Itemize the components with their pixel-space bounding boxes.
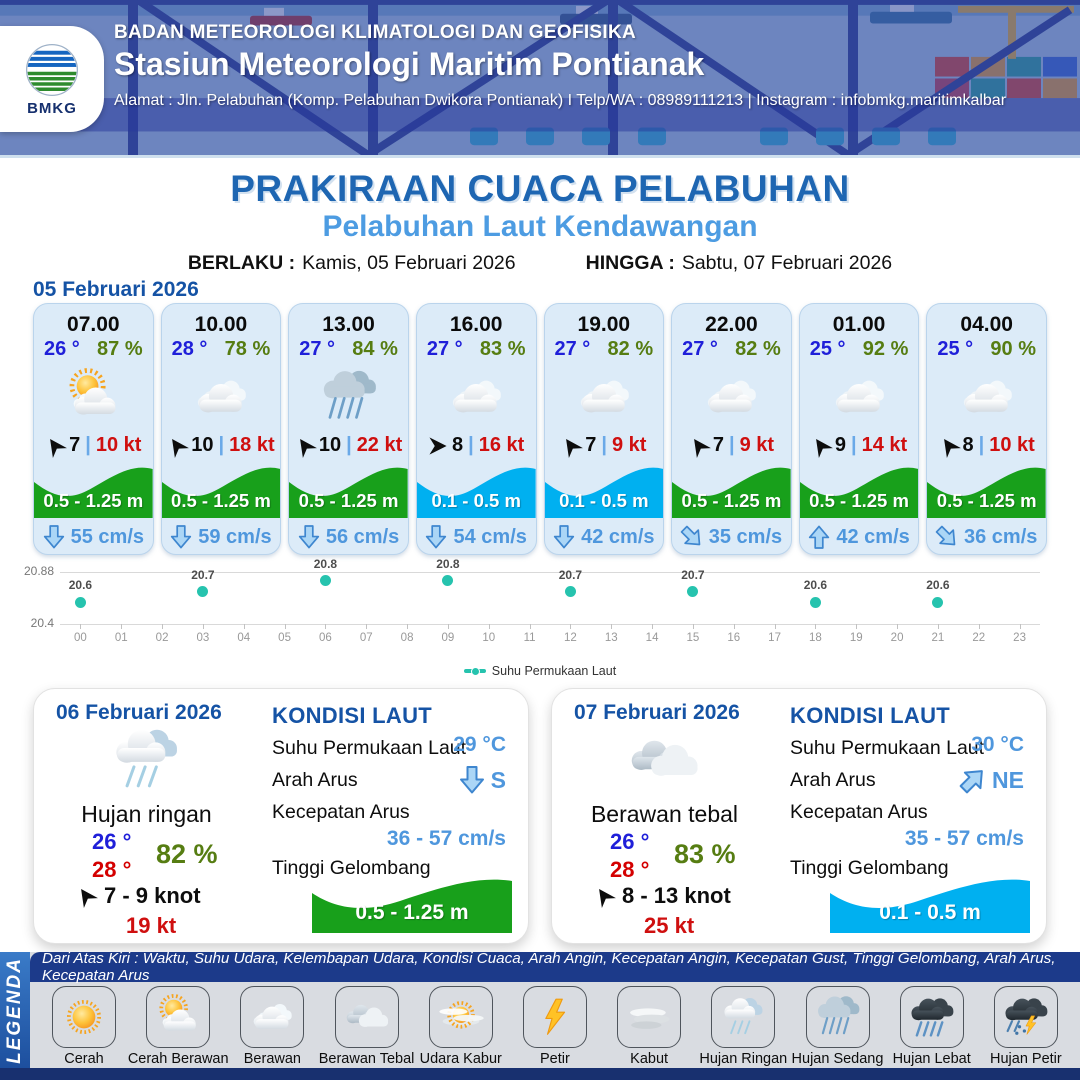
- valid-to-date: Sabtu, 07 Februari 2026: [681, 252, 893, 274]
- legend-item: [318, 986, 415, 1067]
- wind-range: 7 - 9 knot: [104, 883, 201, 908]
- panel-date: 07 Februari 2026: [574, 701, 740, 724]
- chart-point: [932, 597, 943, 608]
- wind-speed: 7: [585, 434, 597, 456]
- temp-humidity-row: [417, 337, 536, 361]
- forecast-card: [288, 303, 409, 555]
- x-axis-line: [60, 624, 1040, 625]
- legend-item: [509, 986, 601, 1067]
- weather-condition: Hujan ringan: [81, 801, 212, 827]
- wave-height: 0.5 - 1.25 m: [355, 901, 469, 924]
- gust-speed: 10 kt: [95, 434, 142, 456]
- forecast-card: [926, 303, 1047, 555]
- current-direction-text: NE: [992, 766, 1024, 793]
- chart-legend-label: Suhu Permukaan Laut: [491, 664, 617, 678]
- current-direction-arrow: [930, 520, 964, 554]
- x-axis-tick: [325, 624, 326, 629]
- legend-note: Dari Atas Kiri : Waktu, Suhu Udara, Kelembapan Udara, Kondisi Cuaca, Arah Angin, Kecepatan Angin, Kecepatan Gust, Tinggi Gelombang, Arah Arus, Kecepatan Arus: [30, 952, 1080, 982]
- wind-row: [289, 434, 408, 457]
- weather-icon: [994, 986, 1058, 1048]
- station-name: Stasiun Meteorologi Maritim Pontianak: [114, 46, 705, 82]
- chart-legend-item[interactable]: [0, 664, 1080, 678]
- valid-from-label: BERLAKU :: [187, 252, 296, 274]
- chart-point-label: 20.6: [68, 578, 93, 593]
- gust-speed: 9 kt: [611, 434, 647, 456]
- temp-humidity-row: [927, 337, 1046, 361]
- x-axis-tick: [530, 624, 531, 629]
- x-axis-label: 06: [319, 632, 332, 644]
- wave-height-band: [417, 456, 536, 518]
- agency-name: BADAN METEOROLOGI KLIMATOLOGI DAN GEOFISIKA: [114, 22, 637, 43]
- x-axis-label: 07: [359, 632, 373, 644]
- current-direction-value: [960, 765, 1024, 795]
- wind-speed: 10: [318, 434, 342, 456]
- valid-to-label: HINGGA :: [585, 252, 675, 274]
- x-axis-label: 11: [523, 632, 536, 644]
- x-axis-tick: [652, 624, 653, 629]
- weather-icon: [806, 986, 870, 1048]
- wind-row: [800, 434, 919, 457]
- temp-humidity-row: [800, 337, 919, 361]
- weather-icon: [617, 986, 681, 1048]
- current-speed: 35 - 57 cm/s: [904, 827, 1024, 850]
- humidity: 82 %: [735, 338, 781, 360]
- x-axis-label: 17: [768, 632, 781, 644]
- wave-height: 0.5 - 1.25 m: [43, 490, 144, 511]
- current-speed-label: Kecepatan Arus: [272, 801, 410, 823]
- legend-marker-dot: [471, 667, 480, 676]
- port-name: Pelabuhan Laut Kendawangan: [322, 210, 758, 243]
- current-direction-arrow: [298, 524, 320, 550]
- forecast-card: [671, 303, 792, 555]
- humidity: 90 %: [990, 338, 1036, 360]
- current-direction-label: Arah Arus: [272, 769, 358, 791]
- legend-label: Berawan: [243, 1051, 301, 1067]
- legend-label: Berawan Tebal: [318, 1051, 415, 1067]
- weather-icon: [240, 986, 304, 1048]
- temp-humidity-row: [34, 337, 153, 361]
- air-temperature: 27 °: [299, 338, 336, 360]
- x-axis-tick: [203, 624, 204, 629]
- legend-item: [127, 986, 229, 1067]
- legend-item: [415, 986, 507, 1067]
- temp-min: 26 °: [610, 829, 650, 854]
- gust-speed: 16 kt: [478, 434, 525, 456]
- wind-speed: 10: [191, 434, 214, 456]
- weather-icon: [523, 986, 587, 1048]
- page-title: PRAKIRAAN CUACA PELABUHAN: [230, 168, 850, 209]
- x-axis-label: 22: [972, 632, 986, 644]
- x-axis-tick: [162, 624, 163, 629]
- forecast-card: [416, 303, 537, 555]
- legend-label: Cerah: [64, 1051, 104, 1067]
- wave-height: 0.5 - 1.25 m: [298, 490, 399, 511]
- x-axis-tick: [407, 624, 408, 629]
- temp-humidity-row: [672, 337, 791, 361]
- bmkg-logo-mark: [24, 42, 80, 98]
- gust-speed: 10 kt: [989, 434, 1035, 456]
- current-direction-arrow: [553, 524, 575, 550]
- forecast-time: 01.00: [832, 313, 886, 336]
- x-axis-label: 02: [155, 632, 169, 644]
- x-axis-label: 13: [604, 632, 618, 644]
- x-axis-label: 18: [809, 632, 822, 644]
- air-temperature: 25 °: [809, 338, 846, 360]
- air-temperature: 27 °: [426, 338, 463, 360]
- separator: |: [728, 434, 735, 456]
- air-temperature: 27 °: [682, 338, 718, 360]
- current-speed: 59 cm/s: [198, 525, 272, 548]
- humidity: 87 %: [97, 338, 143, 360]
- station-address: Alamat : Jln. Pelabuhan (Komp. Pelabuhan Dwikora Pontianak) I Telp/WA : 08989111213 | Instagram : infobmkg.maritimkalbar: [114, 92, 1007, 109]
- current-row: [34, 524, 153, 550]
- chart-point: [197, 586, 208, 597]
- wind-speed: 7: [712, 434, 724, 456]
- legend-label: Udara Kabur: [419, 1051, 502, 1067]
- wind-row: [545, 434, 664, 457]
- current-speed: 42 cm/s: [581, 525, 655, 548]
- forecast-time: 07.00: [67, 313, 120, 336]
- weather-icon: [179, 363, 263, 431]
- current-direction-arrow: [675, 520, 709, 554]
- legend-vertical-label: LEGENDA: [4, 956, 25, 1064]
- forecast-card: [161, 303, 282, 555]
- current-direction-value: [459, 765, 506, 795]
- x-axis-label: 09: [441, 632, 455, 644]
- x-axis-label: 20: [890, 632, 904, 644]
- x-axis-label: 23: [1013, 632, 1026, 644]
- gust-speed: 25 kt: [644, 913, 695, 938]
- air-temperature: 27 °: [554, 338, 591, 360]
- weather-icon: [307, 363, 391, 431]
- x-axis-tick: [734, 624, 735, 629]
- legend-label: Hujan Petir: [990, 1051, 1062, 1067]
- legend-marker: [464, 669, 486, 673]
- legend-section: [0, 952, 1080, 1068]
- weather-icon: [711, 986, 775, 1048]
- gust-speed: 22 kt: [356, 434, 403, 456]
- legend-label: Cerah Berawan: [127, 1051, 229, 1067]
- legend-item: [603, 986, 695, 1067]
- legend-item: [697, 986, 789, 1067]
- x-axis-tick: [285, 624, 286, 629]
- weather-icon: [52, 986, 116, 1048]
- air-temperature: 26 °: [44, 338, 80, 360]
- humidity: 92 %: [862, 338, 909, 360]
- chart-point: [687, 586, 698, 597]
- air-temperature: 25 °: [937, 338, 974, 360]
- weather-icon: [610, 717, 718, 803]
- forecast-time: 13.00: [322, 313, 375, 336]
- separator: |: [601, 434, 607, 456]
- wind-direction-arrow: [590, 882, 618, 910]
- legend-items-row: [38, 986, 1072, 1067]
- air-temperature: 28 °: [171, 338, 208, 360]
- chart-point-label: 20.7: [191, 567, 215, 582]
- x-axis-label: 00: [74, 632, 87, 644]
- x-axis-tick: [611, 624, 612, 629]
- humidity: 82 %: [607, 338, 654, 360]
- gust-speed: 9 kt: [739, 434, 775, 456]
- x-axis-tick: [979, 624, 980, 629]
- x-axis-tick: [1020, 624, 1021, 629]
- wave-height: 0.5 - 1.25 m: [681, 490, 782, 511]
- sst-label: Suhu Permukaan Laut: [272, 737, 467, 759]
- weather-icon: [562, 363, 646, 431]
- forecast-time: 10.00: [194, 313, 248, 336]
- weather-icon: [689, 363, 773, 431]
- sea-surface-temp: 30 °C: [971, 733, 1024, 756]
- current-direction-text: S: [490, 766, 506, 793]
- wave-height-band: [312, 869, 512, 933]
- current-speed: 56 cm/s: [325, 525, 400, 548]
- wind-row: [162, 434, 281, 457]
- separator: |: [85, 434, 91, 456]
- separator: |: [978, 434, 985, 456]
- x-axis-label: 10: [482, 632, 496, 644]
- current-row: [417, 524, 536, 550]
- x-axis-label: 12: [564, 632, 577, 644]
- sea-surface-temp: 29 °C: [453, 733, 506, 756]
- separator: |: [851, 434, 857, 456]
- forecast-card: [33, 303, 154, 555]
- current-speed: 36 - 57 cm/s: [386, 827, 506, 850]
- gust-speed: 14 kt: [861, 434, 908, 456]
- x-axis-label: 05: [278, 632, 291, 644]
- chart-point: [810, 597, 821, 608]
- wave-height: 0.5 - 1.25 m: [171, 490, 271, 511]
- legend-item: [980, 986, 1072, 1067]
- bmkg-logo: [0, 26, 104, 132]
- wind-speed: 8: [452, 434, 464, 456]
- daily-panels-row: [33, 688, 1047, 944]
- wind-row: [594, 883, 731, 909]
- temp-min: 26 °: [92, 829, 132, 854]
- gust-speed: 19 kt: [126, 913, 177, 938]
- separator: |: [346, 434, 352, 456]
- weather-icon: [945, 363, 1029, 431]
- current-direction-arrow: [170, 524, 192, 550]
- current-speed: 55 cm/s: [70, 525, 144, 548]
- chart-point: [75, 597, 86, 608]
- legend-item: [38, 986, 130, 1067]
- chart-point-label: 20.6: [926, 578, 950, 593]
- temp-humidity-row: [289, 337, 408, 361]
- wave-height-label: Tinggi Gelombang: [790, 857, 949, 879]
- x-axis-tick: [938, 624, 939, 629]
- wave-height: 0.5 - 1.25 m: [809, 490, 909, 511]
- current-row: [800, 524, 919, 550]
- current-direction-arrow: [808, 524, 830, 550]
- x-axis-label: 03: [196, 632, 210, 644]
- wave-height-band: [289, 456, 408, 518]
- wave-height-band: [927, 456, 1046, 518]
- temp-humidity-row: [162, 337, 281, 361]
- wave-height-band: [545, 456, 664, 518]
- current-row: [162, 524, 281, 550]
- legend-label: Kabut: [630, 1051, 669, 1067]
- sst-chart: [0, 558, 1080, 658]
- separator: |: [468, 434, 474, 456]
- temp-max: 28 °: [92, 857, 132, 882]
- wind-direction-arrow: [428, 436, 448, 456]
- weather-icon: [434, 363, 518, 431]
- legend-item: [792, 986, 884, 1067]
- weather-icon: [900, 986, 964, 1048]
- wind-direction-arrow: [72, 882, 100, 910]
- humidity: 84 %: [352, 338, 398, 360]
- separator: |: [218, 434, 225, 456]
- humidity: 83 %: [479, 338, 526, 360]
- bmkg-logo-text: BMKG: [27, 99, 77, 117]
- wave-height-band: [830, 869, 1030, 933]
- current-direction-arrow: [425, 524, 447, 550]
- current-speed-label: Kecepatan Arus: [790, 801, 928, 823]
- wind-row: [417, 434, 536, 457]
- x-axis-tick: [448, 624, 449, 629]
- wind-row: [927, 434, 1046, 457]
- x-axis-tick: [570, 624, 571, 629]
- chart-point: [442, 575, 453, 586]
- wind-row: [34, 434, 153, 457]
- forecast-time: 04.00: [960, 313, 1013, 336]
- x-axis-tick: [80, 624, 81, 629]
- chart-point: [320, 575, 331, 586]
- day1-date: 05 Februari 2026: [33, 278, 199, 301]
- x-axis-tick: [489, 624, 490, 629]
- wave-height: 0.1 - 0.5 m: [879, 901, 981, 924]
- temp-max: 28 °: [610, 857, 650, 882]
- current-row: [927, 524, 1046, 550]
- forecast-time: 19.00: [577, 313, 631, 336]
- x-axis-tick: [815, 624, 816, 629]
- legend-label: Hujan Lebat: [892, 1051, 971, 1067]
- legend-label: Hujan Sedang: [791, 1051, 884, 1067]
- wave-height-band: [800, 456, 919, 518]
- current-direction-arrow: [459, 765, 485, 795]
- forecast-card: [799, 303, 920, 555]
- x-axis-tick: [856, 624, 857, 629]
- legend-vertical-band: [0, 952, 30, 1068]
- x-axis-label: 21: [931, 632, 945, 644]
- x-axis-label: 15: [686, 632, 700, 644]
- validity-row: [0, 252, 1080, 275]
- legend-label: Petir: [540, 1051, 570, 1067]
- legend-item: [886, 986, 978, 1067]
- current-speed: 35 cm/s: [708, 525, 783, 548]
- chart-point-label: 20.7: [558, 567, 583, 582]
- temp-humidity-row: [545, 337, 664, 361]
- x-axis-label: 16: [727, 632, 741, 644]
- legend-item: [226, 986, 318, 1067]
- x-axis-label: 14: [645, 632, 659, 644]
- forecast-card: [544, 303, 665, 555]
- weather-icon: [51, 363, 135, 431]
- x-axis-label: 08: [400, 632, 414, 644]
- current-direction-label: Arah Arus: [790, 769, 876, 791]
- wind-speed: 7: [69, 434, 81, 456]
- chart-point-label: 20.7: [681, 567, 705, 582]
- weather-condition: Berawan tebal: [590, 801, 739, 827]
- legend-label: Hujan Ringan: [699, 1051, 788, 1067]
- wind-speed: 9: [834, 434, 847, 456]
- wind-speed: 8: [962, 434, 974, 456]
- hourly-forecast-row: [33, 303, 1047, 555]
- daily-forecast-panel-day2: [33, 688, 529, 944]
- x-axis-tick: [897, 624, 898, 629]
- chart-point: [565, 586, 576, 597]
- x-axis-label: 04: [237, 632, 251, 644]
- wave-height-band: [162, 456, 281, 518]
- current-row: [672, 524, 791, 550]
- wind-range: 8 - 13 knot: [622, 883, 731, 908]
- current-speed: 42 cm/s: [836, 525, 910, 548]
- valid-from-date: Kamis, 05 Februari 2026: [302, 252, 516, 274]
- y-axis-label: 20.4: [30, 616, 54, 630]
- wave-height: 0.1 - 0.5 m: [431, 490, 521, 511]
- wave-height-label: Tinggi Gelombang: [272, 857, 431, 879]
- humidity: 82 %: [156, 839, 218, 869]
- weather-icon: [146, 986, 210, 1048]
- weather-icon: [429, 986, 493, 1048]
- sst-label: Suhu Permukaan Laut: [790, 737, 985, 759]
- sea-conditions-heading: KONDISI LAUT: [272, 703, 433, 728]
- weather-icon: [335, 986, 399, 1048]
- wave-height: 0.5 - 1.25 m: [936, 490, 1037, 511]
- current-row: [545, 524, 664, 550]
- current-row: [289, 524, 408, 550]
- sea-conditions-heading: KONDISI LAUT: [790, 703, 951, 728]
- chart-point-label: 20.8: [436, 556, 460, 571]
- header-banner: [0, 0, 1080, 158]
- footer-strip: [0, 1068, 1080, 1080]
- x-axis-tick: [244, 624, 245, 629]
- humidity: 78 %: [224, 338, 271, 360]
- daily-forecast-panel-day3: [551, 688, 1047, 944]
- y-axis-label: 20.88: [23, 564, 54, 578]
- forecast-time: 22.00: [705, 313, 758, 336]
- humidity: 83 %: [674, 839, 736, 869]
- x-axis-label: 19: [849, 632, 863, 644]
- wind-row: [672, 434, 791, 457]
- x-axis-label: 01: [114, 632, 128, 644]
- current-speed: 54 cm/s: [453, 525, 527, 548]
- x-axis-tick: [121, 624, 122, 629]
- x-axis-tick: [775, 624, 776, 629]
- forecast-time: 16.00: [449, 313, 503, 336]
- chart-point-label: 20.6: [803, 578, 828, 593]
- current-direction-arrow: [953, 760, 993, 800]
- x-axis-tick: [693, 624, 694, 629]
- wave-height-band: [34, 456, 153, 518]
- weather-icon: [92, 717, 200, 803]
- chart-point-label: 20.8: [313, 556, 338, 571]
- x-axis-tick: [366, 624, 367, 629]
- panel-date: 06 Februari 2026: [56, 701, 222, 724]
- gust-speed: 18 kt: [229, 434, 275, 456]
- current-speed: 36 cm/s: [963, 525, 1038, 548]
- current-direction-arrow: [43, 524, 65, 550]
- wind-row: [76, 883, 201, 909]
- weather-icon: [817, 363, 901, 431]
- wave-height-band: [672, 456, 791, 518]
- wave-height: 0.1 - 0.5 m: [559, 490, 649, 511]
